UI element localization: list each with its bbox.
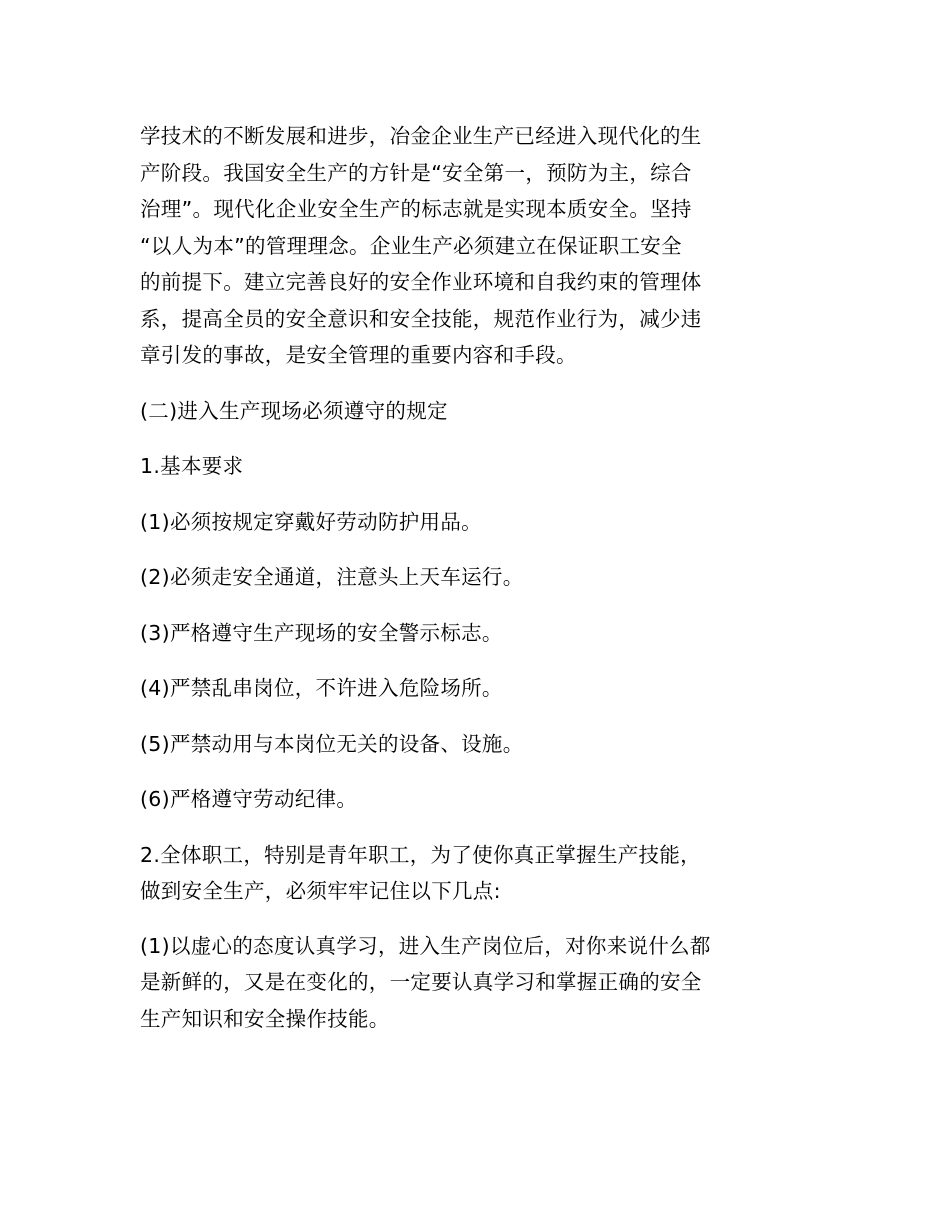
- text-line: 产阶段。我国安全生产的方针是“安全第一，预防为主，综合: [140, 160, 692, 185]
- document-page: [140, 118, 812, 1037]
- subsection-paragraph: [140, 837, 812, 910]
- rule-item: (5)严禁动用与本岗位无关的设备、设施。: [140, 731, 524, 756]
- subsection-heading-basic-requirements: 1.基本要求: [140, 454, 244, 478]
- text-line: 章引发的事故，是安全管理的重要内容和手段。: [140, 343, 577, 367]
- rule-item: (6)严格遵守劳动纪律。: [140, 787, 358, 811]
- text-line: 生产知识和安全操作技能。: [140, 1006, 390, 1031]
- text-line: 治理”。现代化企业安全生产的标志就是实现本质安全。坚持: [140, 197, 692, 221]
- point-paragraph: [140, 928, 812, 1038]
- text-line: “以人为本”的管理理念。企业生产必须建立在保证职工安全: [140, 233, 682, 258]
- rule-item: (3)严格遵守生产现场的安全警示标志。: [140, 620, 503, 645]
- rule-item: (4)严禁乱串岗位，不许进入危险场所。: [140, 676, 503, 700]
- rule-item: (2)必须走安全通道，注意头上天车运行。: [140, 565, 524, 589]
- text-line: 做到安全生产，必须牢牢记住以下几点:: [140, 879, 501, 903]
- text-line: 的前提下。建立完善良好的安全作业环境和自我约束的管理体: [140, 270, 702, 294]
- rule-item: (1)必须按规定穿戴好劳动防护用品。: [140, 509, 482, 534]
- text-line: (1)以虚心的态度认真学习，进入生产岗位后，对你来说什么都: [140, 933, 711, 958]
- text-line: 系，提高全员的安全意识和安全技能，规范作业行为，减少违: [140, 306, 702, 331]
- text-line: 学技术的不断发展和进步，冶金企业生产已经进入现代化的生: [140, 124, 702, 148]
- text-line: 2.全体职工，特别是青年职工，为了使你真正掌握生产技能，: [140, 842, 701, 867]
- text-line: 是新鲜的，又是在变化的，一定要认真学习和掌握正确的安全: [140, 970, 702, 994]
- intro-paragraph: [140, 118, 812, 374]
- section-heading: (二)进入生产现场必须遵守的规定: [140, 398, 448, 423]
